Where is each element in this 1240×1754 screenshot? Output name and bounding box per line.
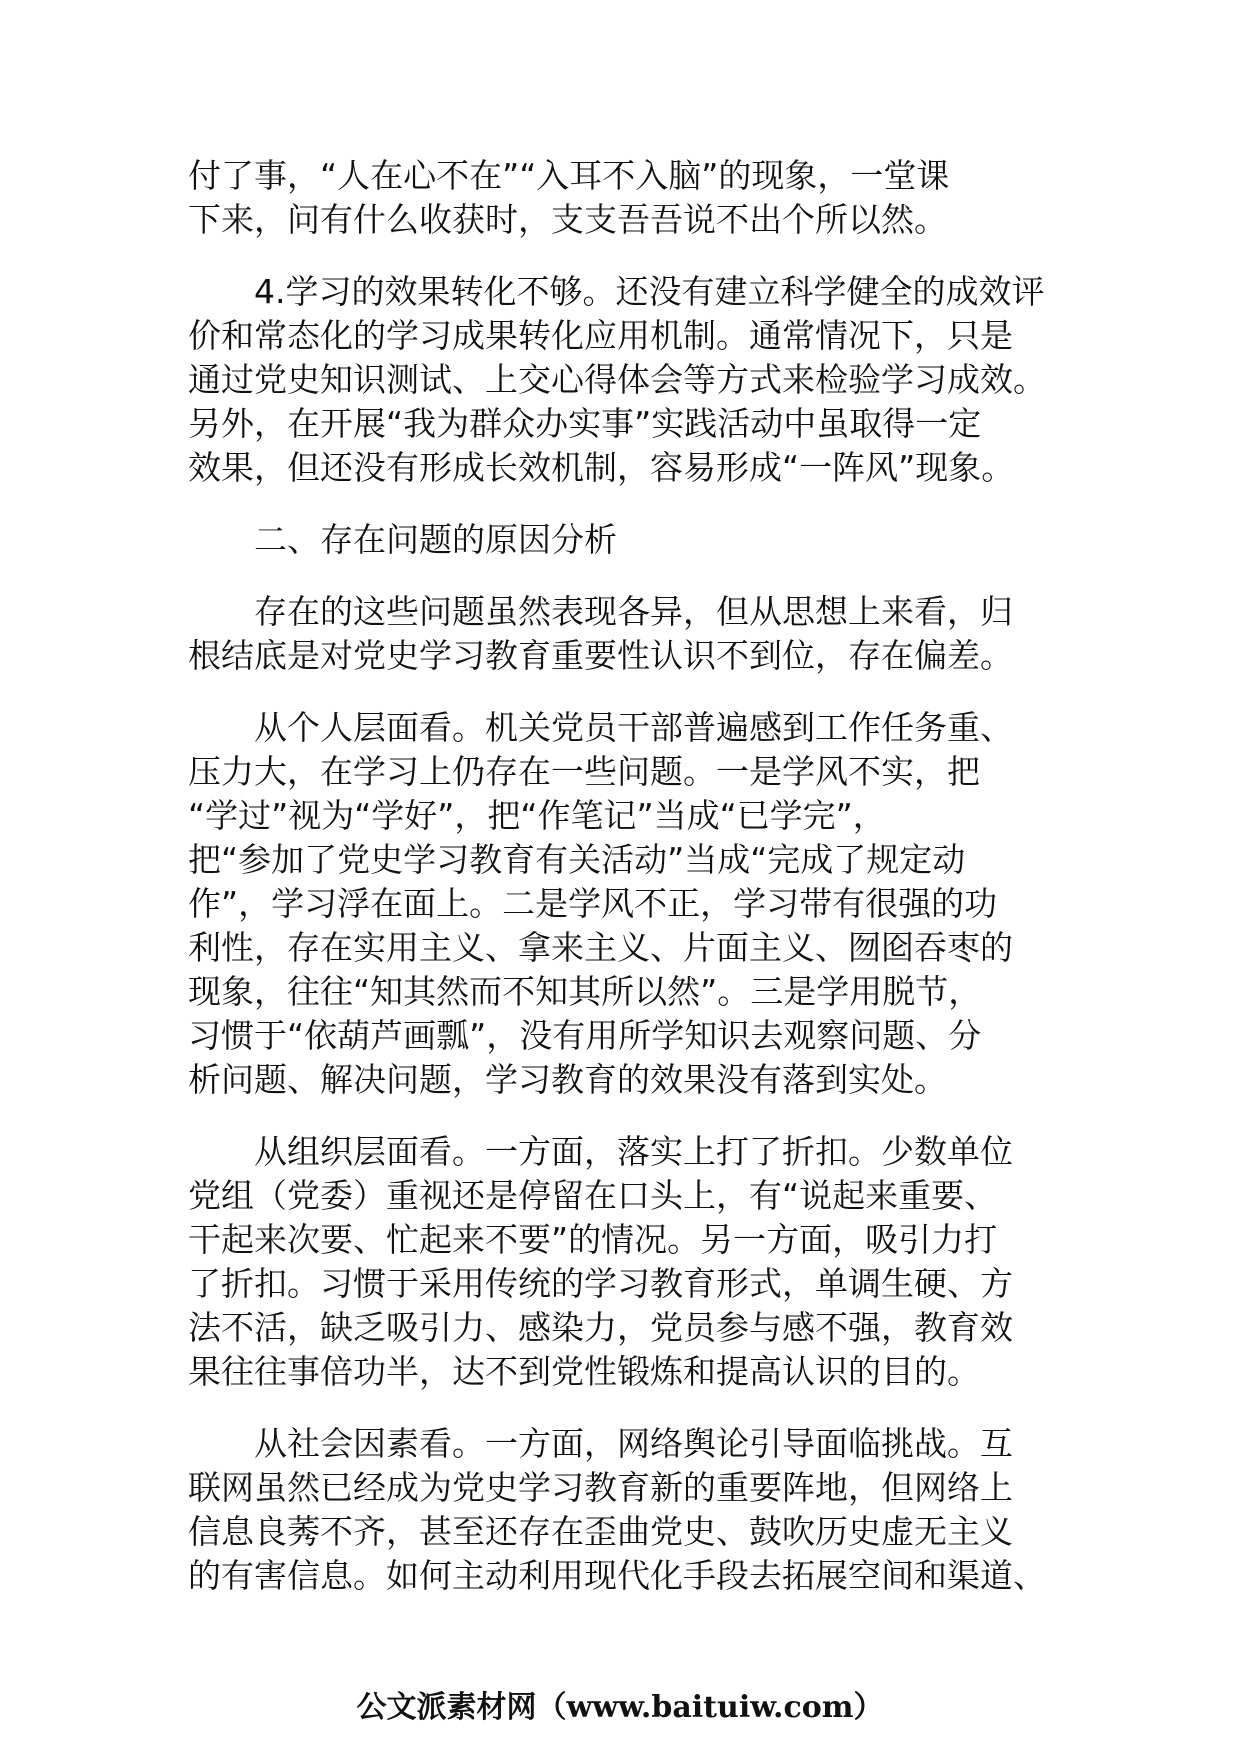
text-line: 的有害信息。如何主动利用现代化手段去拓展空间和渠道、 (188, 1556, 1046, 1595)
text-line: 从个人层面看。机关党员干部普遍感到工作任务重、 (254, 708, 1013, 747)
text-line: 信息良莠不齐，甚至还存在歪曲党史、鼓吹历史虚无主义 (188, 1512, 1013, 1551)
text-line: 4.学习的效果转化不够。还没有建立科学健全的成效评 (254, 272, 1045, 311)
text-line: 下来，问有什么收获时，支支吾吾说不出个所以然。 (188, 200, 947, 239)
text-line: 利性，存在实用主义、拿来主义、片面主义、囫囵吞枣的 (188, 928, 1013, 967)
text-line: 法不活，缺乏吸引力、感染力，党员参与感不强，教育效 (188, 1308, 1013, 1347)
section-heading: 二、存在问题的原因分析 (254, 520, 617, 559)
text-line: 效果，但还没有形成长效机制，容易形成“一阵风”现象。 (188, 448, 1015, 487)
text-line: 把“参加了党史学习教育有关活动”当成“完成了规定动 (188, 840, 966, 879)
text-line: 根结底是对党史学习教育重要性认识不到位，存在偏差。 (188, 636, 1013, 675)
text-line: 联网虽然已经成为党史学习教育新的重要阵地，但网络上 (188, 1468, 1013, 1507)
text-line: 干起来次要、忙起来不要”的情况。另一方面，吸引力打 (188, 1220, 998, 1259)
text-line: 了折扣。习惯于采用传统的学习教育形式，单调生硬、方 (188, 1264, 1013, 1303)
text-line: 党组（党委）重视还是停留在口头上，有“说起来重要、 (188, 1176, 998, 1215)
text-line: 果往往事倍功半，达不到党性锻炼和提高认识的目的。 (188, 1352, 980, 1391)
text-line: 现象，往往“知其然而不知其所以然”。三是学用脱节， (188, 972, 982, 1011)
text-line: 从社会因素看。一方面，网络舆论引导面临挑战。互 (254, 1424, 1013, 1463)
text-line: 价和常态化的学习成果转化应用机制。通常情况下，只是 (188, 316, 1013, 355)
text-line: 习惯于“依葫芦画瓢”，没有用所学知识去观察问题、分 (188, 1016, 982, 1055)
footer-source-watermark: 公文派素材网（www.baituiw.com） (356, 1690, 884, 1725)
text-line: 从组织层面看。一方面，落实上打了折扣。少数单位 (254, 1132, 1013, 1171)
text-line: “学过”视为“学好”，把“作笔记”当成“已学完”， (188, 796, 886, 835)
text-line: 作”，学习浮在面上。二是学风不正，学习带有很强的功 (188, 884, 998, 923)
text-line: 通过党史知识测试、上交心得体会等方式来检验学习成效。 (188, 360, 1046, 399)
text-line: 存在的这些问题虽然表现各异，但从思想上来看，归 (254, 592, 1013, 631)
text-line: 另外，在开展“我为群众办实事”实践活动中虽取得一定 (188, 404, 982, 443)
text-line: 压力大，在学习上仍存在一些问题。一是学风不实，把 (188, 752, 980, 791)
text-line: 析问题、解决问题，学习教育的效果没有落到实处。 (188, 1060, 947, 1099)
text-line: 付了事，“人在心不在”“入耳不入脑”的现象，一堂课 (188, 156, 950, 195)
